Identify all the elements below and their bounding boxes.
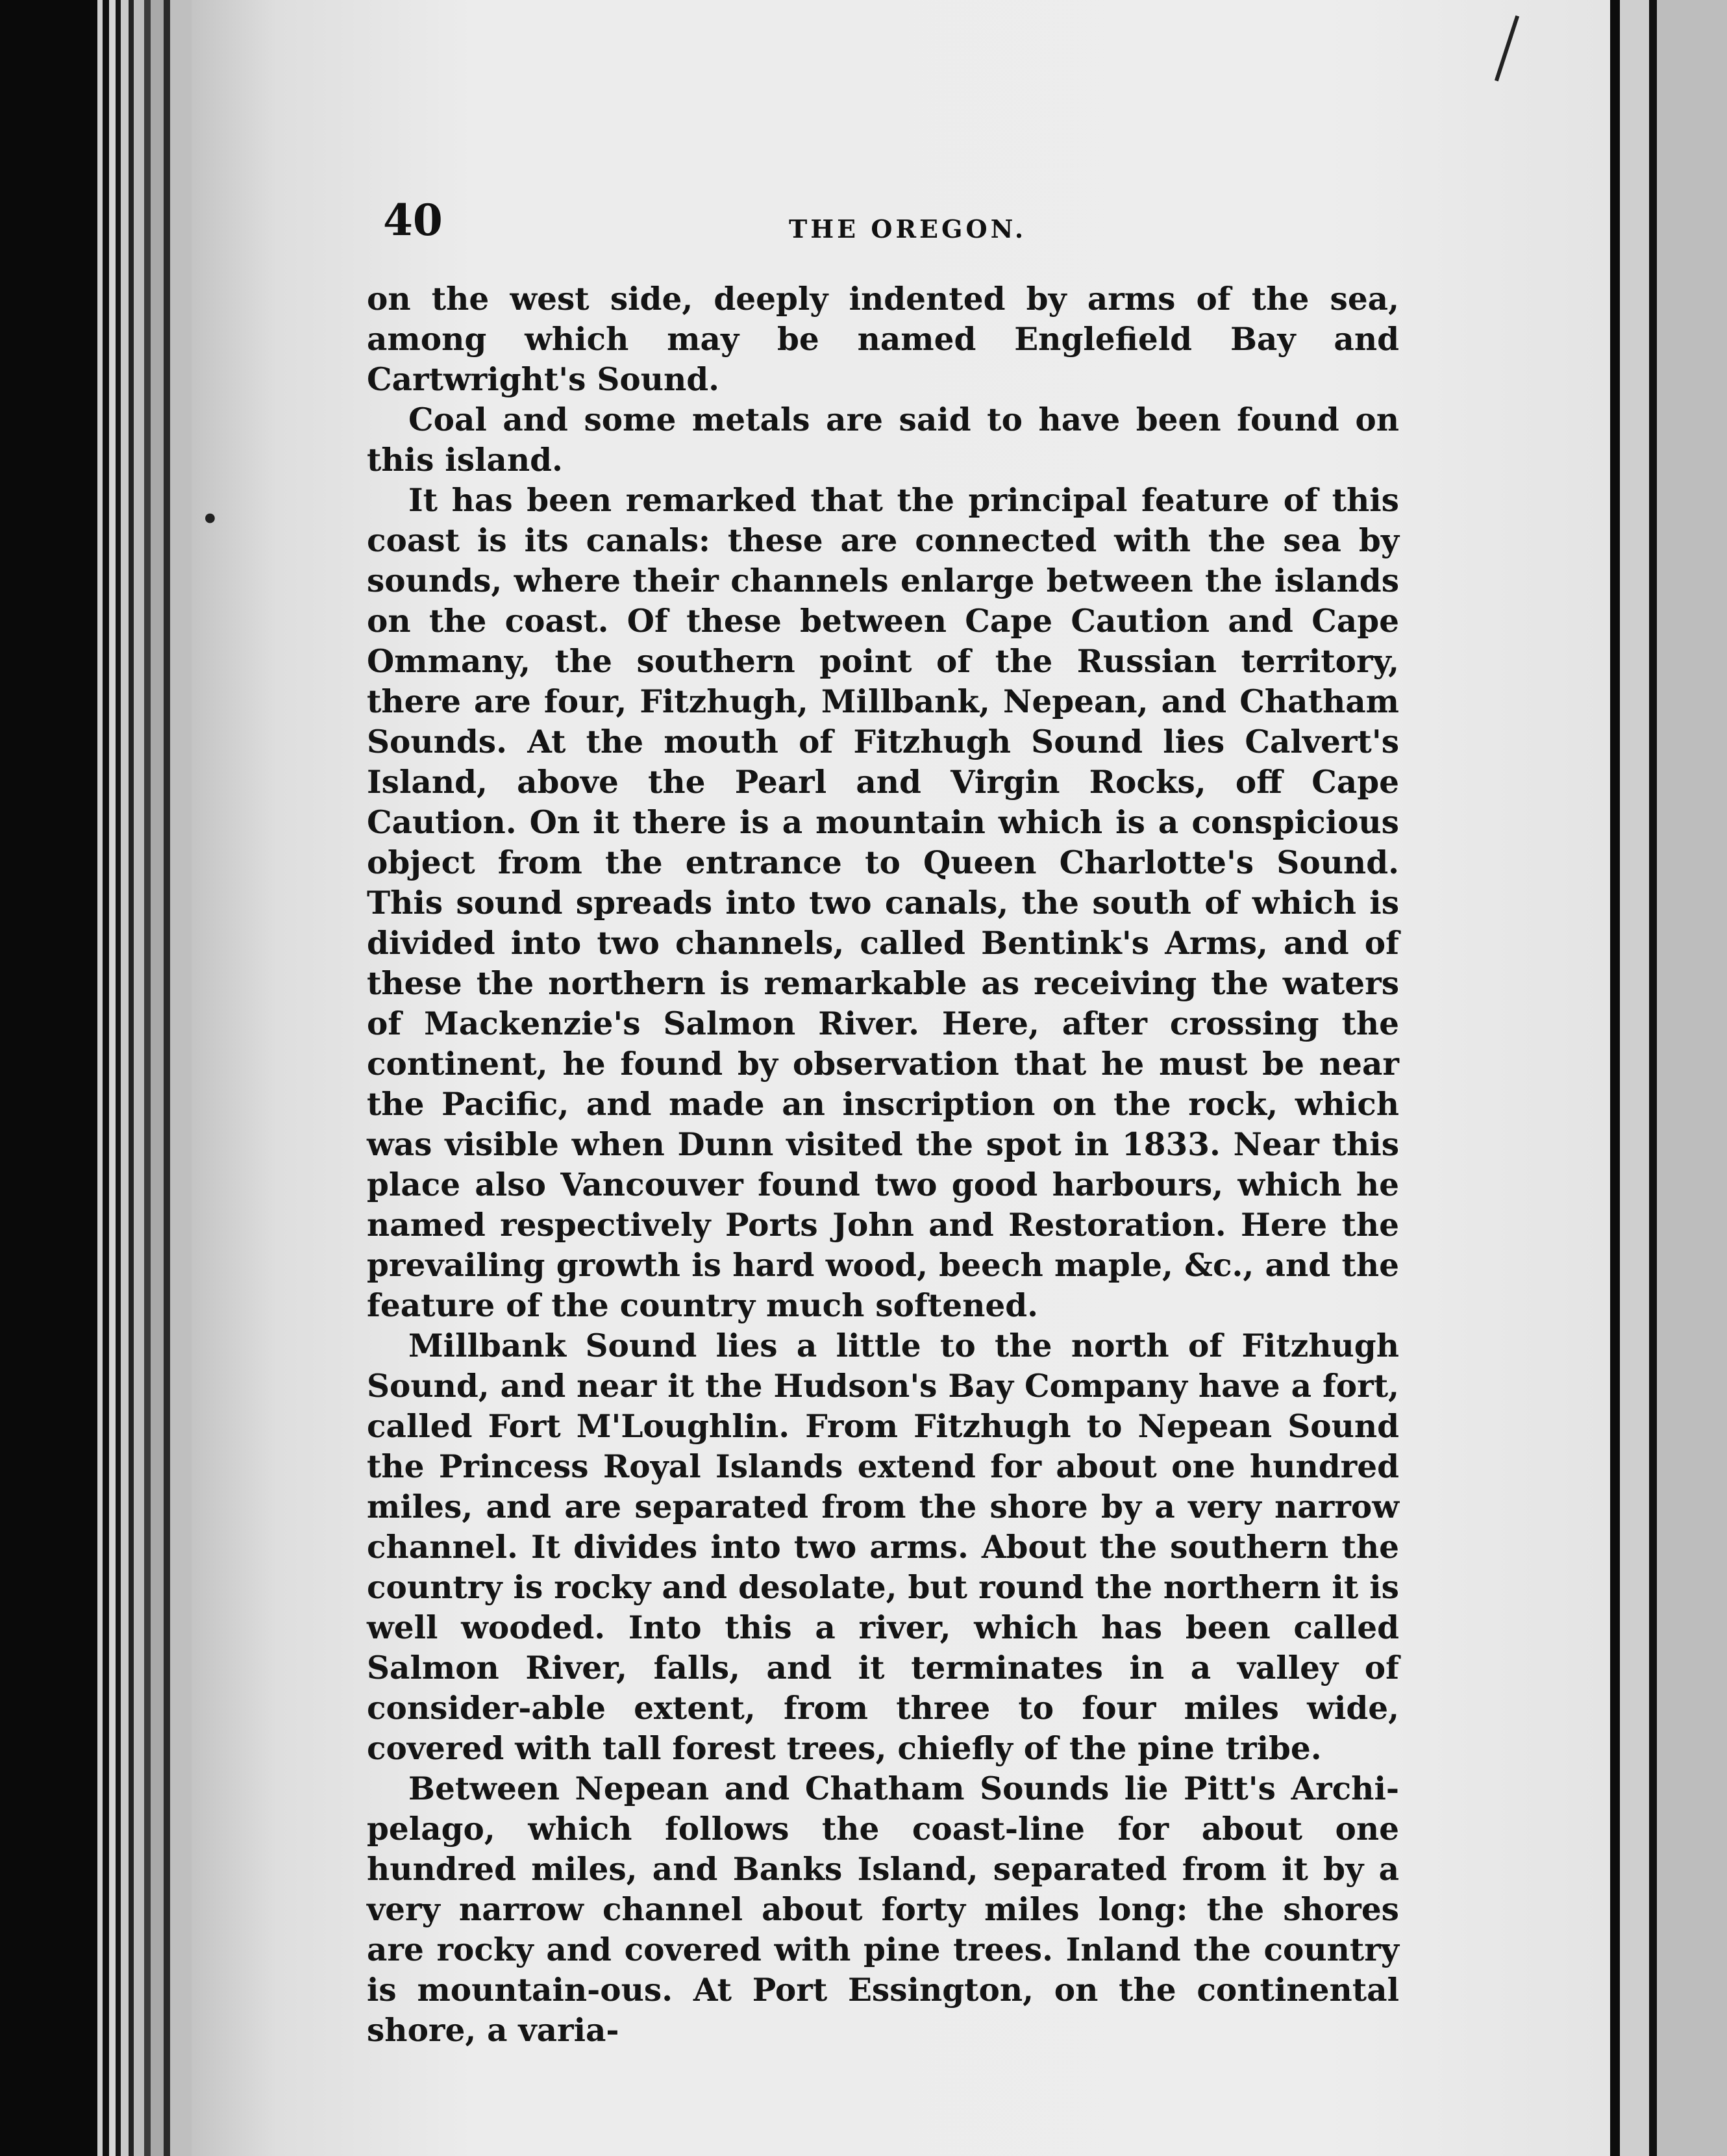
paragraph-3: It has been remarked that the principal feature of this coast is its canals: these are connected with the sea by sounds, where their channels enlarge between the islands on the coast. Of these between Cape Caution and Cape Ommany, the southern point of the Russian territory, there are four, Fitzhugh, Millbank, Nepean, and Chatham Sounds. At the mouth of Fitzhugh Sound lies Calvert's Island, above the Pearl and Virgin Rocks, off Cape Caution. On it there is a mountain which is a conspicious object from the entrance to Queen Charlotte's Sound. This sound spreads into two canals, the south of which is divided into two channels, called Bentink's Arms, and of these the northern is remarkable as receiving the waters of Mackenzie's Salmon River. Here, after crossing the continent, he found by observation that he must be near the Pacific, and made an inscription on the rock, which was visible when Dunn visited the spot in 1833. Near this place also Vancouver found two good harbours, which he named respectively Ports John and Restoration. Here the prevailing growth is hard wood, beech maple, &c., and the feature of the country much softened.	[367, 482, 1399, 1324]
paragraph-5: Between Nepean and Chatham Sounds lie Pitt's Archi-pelago, which follows the coast-line for about one hundred miles, and Banks Island, separated from it by a very narrow channel about forty miles long: the shores are rocky and covered with pine trees. Inland the country is mountain-ous. At Port Essington, on the continental shore, a varia-	[367, 1770, 1399, 2049]
paragraph-1: on the west side, deeply indented by arms of the sea, among which may be named Englefield Bay and Cartwright's Sound.	[367, 281, 1399, 398]
paragraph-2: Coal and some metals are said to have been found on this island.	[367, 401, 1399, 479]
margin-dot-mark: •	[201, 503, 219, 535]
page-number: 40	[383, 195, 443, 245]
book-binding	[0, 0, 195, 2156]
facing-page-edge	[1610, 0, 1727, 2156]
body-text	[367, 279, 1399, 2051]
paragraph-4: Millbank Sound lies a little to the north of Fitzhugh Sound, and near it the Hudson's Bay Company have a fort, called Fort M'Loughlin. From Fitzhugh to Nepean Sound the Princess Royal Islands extend for about one hundred miles, and are separated from the shore by a very narrow channel. It divides into two arms. About the southern the country is rocky and desolate, but round the northern it is well wooded. Into this a river, which has been called Salmon River, falls, and it terminates in a valley of consider-able extent, from three to four miles wide, covered with tall forest trees, chiefly of the pine tribe.	[367, 1327, 1399, 1767]
running-title: THE OREGON.	[789, 214, 1027, 244]
